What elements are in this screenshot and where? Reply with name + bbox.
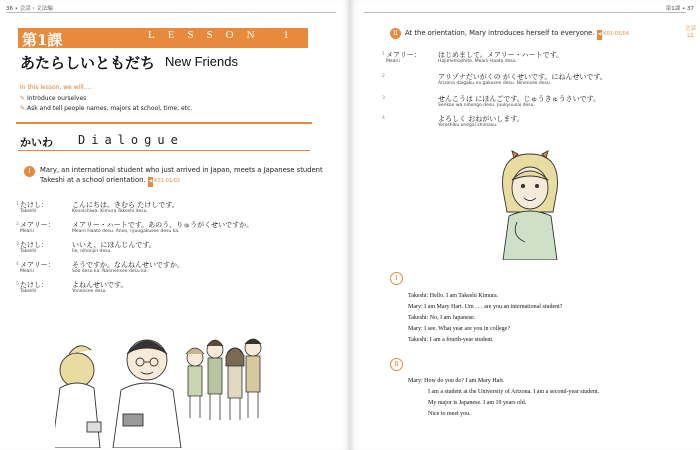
section-number-badge: I	[24, 166, 35, 177]
left-running-head: 36 • 会話・文法編	[6, 6, 53, 12]
mary-illustration	[55, 346, 101, 448]
speaker: たけし：	[20, 201, 48, 209]
translation-line: Takeshi: No, I am Japanese.	[408, 315, 476, 321]
line-text: はじめまして。メアリー・ハートです。	[438, 51, 564, 59]
translation-line: I am a student at the University of Arizona. I am a second-year student.	[428, 389, 600, 395]
dialogue-heading-en: Dialogue	[78, 133, 184, 147]
line-text: メアリー・ハートです。あのう、りゅうがくせいですか。	[72, 221, 254, 229]
line-text: こんにちは。きむら たけしです。	[72, 201, 179, 209]
right-head-rule	[364, 12, 686, 13]
line-text: よろしく おねがいします。	[438, 115, 524, 123]
translation-line: Takeshi: Hello. I am Takeshi Kimura.	[408, 293, 499, 299]
section-number-badge: II	[390, 28, 401, 39]
lesson-title-jp: あたらしいともだち	[20, 54, 156, 72]
takeshi-illustration	[113, 340, 181, 448]
right-running-head: 第1課 • 37	[665, 6, 694, 12]
right-page: 第1課 • 37 会話 L1 II At the orientation, Mary introduces herself to everyone. ◀ K01-03/04 1 メアリー： はじめまして。メアリー・ハートです。 Mearii Hajimemashite. Mearii Haato desu. 2 アリゾナだいがくの がくせいです。にねんせいです。 Arizona daigaku no gakusee desu. Ninensee desu. 3 せんこうは にほんごです。じゅうきゅうさいです。 Senkoo wa nihongo desu. Juukyuusai desu. 4 よろしく おねがいします。 Yoroshiku onegai shimasu. I Takeshi: Hello. I am Takeshi Kimura. Mary: I am Mary Hart. Um . . . are you an international student? Takeshi: No, I am Japanese. Mary: I see. What year are you in college? Takeshi: I am a fourth-year student. II Mary: How do you do? I am Mary Hart. I am a student at the University of Arizona. I am a second-year student. My major is Japanese. I am 19 years old. Nice to meet you.	[350, 0, 700, 450]
lesson-number-en: LESSON 1	[148, 29, 302, 41]
speaker: メアリー：	[20, 221, 55, 229]
line-text: そうですか。なんねんせいですか。	[72, 261, 184, 269]
objective-item: ✎ Ask and tell people names, majors at school, time, etc.	[20, 105, 193, 112]
dialogue-rule	[18, 150, 310, 151]
left-page: 36 • 会話・文法編 第1課 LESSON 1 あたらしいともだち New Friends In this lesson, we will.... ✎ Introduce ourselves ✎ Ask and tell people names, majors at school, time, etc. かいわ Dialogue I Mary, an international student who just arrived in Japan, meets a Japanese student Takeshi at a school orientation. ◀ K01-01/02 1 たけし： こんにちは。きむら たけしです。 Takeshi Konnichiwa. Kimura Takeshi desu. 2 メアリー： メアリー・ハートです。あのう、りゅうがくせいですか。 Mearii Mearii Haato desu. Anoo, ryuugakusee desu ka. 3 たけし： いいえ、にほんじんです。 Takeshi Iie, nihonjin desu. 4 メアリー： そうですか。なんねんせいですか。 Mearii Soo desu ka. Nannensee desu ka. 5 たけし： よねんせいです。 Takeshi Yonensee desu.	[0, 0, 350, 450]
lesson-number-jp: 第1課	[22, 31, 63, 49]
pencil-icon: ✎	[20, 105, 26, 112]
objectives-heading: In this lesson, we will....	[20, 84, 92, 91]
speaker: たけし：	[20, 241, 48, 249]
translation-line: Mary: I am Mary Hart. Um . . . are you an international student?	[408, 304, 563, 310]
translation-line: Nice to meet you.	[428, 411, 471, 417]
speaker: メアリー：	[20, 261, 55, 269]
line-text: よねんせいです。	[72, 281, 128, 289]
line-text: いいえ、にほんじんです。	[72, 241, 156, 249]
speaker: メアリー：	[386, 51, 421, 59]
side-tab: 会話 L1	[684, 26, 696, 39]
lesson-title-en: New Friends	[165, 54, 238, 69]
translation-badge: II	[390, 358, 403, 371]
translation-line: Takeshi: I am a fourth-year student.	[408, 337, 494, 343]
line-text: せんこうは にほんごです。じゅうきゅうさいです。	[438, 95, 601, 103]
translation-badge: I	[390, 272, 403, 285]
left-head-rule	[6, 12, 336, 13]
pencil-icon: ✎	[20, 95, 26, 102]
speaker: たけし：	[20, 281, 48, 289]
audio-icon: ◀	[148, 177, 153, 187]
objective-item: ✎ Introduce ourselves	[20, 95, 87, 102]
line-text: アリゾナだいがくの がくせいです。にねんせいです。	[438, 73, 607, 81]
audio-icon: ◀	[597, 30, 602, 40]
audio-track[interactable]: ◀ K01-01/02	[148, 178, 180, 184]
mary-waving-illustration	[495, 150, 565, 260]
translation-line: Mary: How do you do? I am Mary Hart.	[408, 378, 505, 384]
section-intro: At the orientation, Mary introduces herself to everyone. ◀ K01-03/04	[405, 28, 629, 40]
audio-track[interactable]: ◀ K01-03/04	[597, 31, 629, 37]
dialogue-illustration	[55, 318, 280, 448]
translation-line: Mary: I see. What year are you in college?	[408, 326, 511, 332]
translation-line: My major is Japanese. I am 19 years old.	[428, 400, 527, 406]
dialogue-heading-jp: かいわ	[20, 136, 53, 149]
background-students-illustration	[186, 339, 261, 420]
section-intro: Mary, an international student who just arrived in Japan, meets a Japanese student Takeshi at a school orientation. ◀ K01-01/02	[40, 165, 323, 187]
